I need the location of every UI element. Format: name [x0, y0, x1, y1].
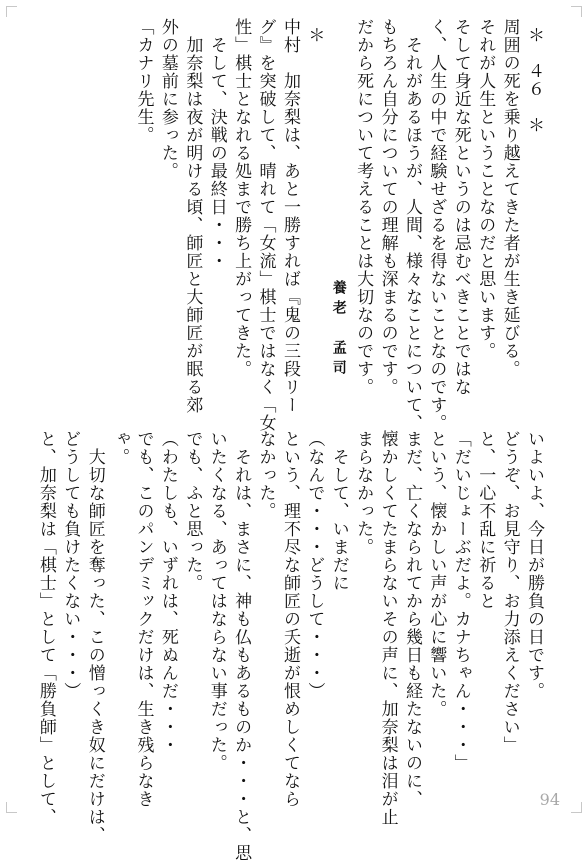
text-line: という、理不尽な師匠の夭逝が恨めしくてなら	[279, 430, 300, 808]
text-line: 外の墓前に参った。	[157, 18, 178, 180]
text-line: （わたしも、いずれは、死ぬんだ・・・	[157, 430, 178, 754]
text-line: （なんで・・・どうして・・・）	[304, 430, 325, 700]
text-line: それは、まさに、神も仏もあるものか・・・と、思	[231, 448, 252, 862]
text-line: 「カナリ先生。	[133, 18, 154, 144]
text-line: そして、決戦の最終日・・・	[206, 36, 227, 270]
text-line: そして身近な死というのは忌むべきことではな	[450, 18, 471, 396]
section-break: ＊	[304, 26, 325, 44]
text-line: 加奈梨は夜が明ける頃、師匠と大師匠が眠る郊	[182, 36, 203, 414]
text-line: どうぞ、お見守り、お力添えください」	[499, 430, 520, 754]
text-line: 「だいじょーぶだよ。カナちゃん・・・」	[450, 430, 471, 772]
text-line: 中村 加奈梨は、あと一勝すれば『鬼の三段リー	[279, 18, 300, 414]
text-line: グ』を突破して、晴れて「女流」棋士ではなく「女	[255, 18, 276, 432]
text-line: と、加奈梨は「棋士」として「勝負師」として、	[35, 430, 56, 826]
text-line: く、人生の中で経験せざるを得ないことなのです。	[426, 18, 447, 432]
crop-mark-bottom-left	[6, 802, 17, 813]
lower-text-block	[33, 430, 546, 862]
author-line	[326, 18, 350, 408]
text-line: 周囲の死を乗り越えてきた者が生き延びる。	[499, 18, 520, 378]
text-line: 性」棋士となれる処まで勝ち上がってきた。	[231, 18, 252, 378]
chapter-marker: ＊ ４６ ＊	[524, 26, 544, 134]
crop-mark-bottom-right	[571, 802, 582, 813]
text-line: 懐かしくてたまらないその声に、加奈梨は泪が止	[377, 430, 398, 826]
text-line: という、懐かしい声が心に響いた。	[426, 430, 447, 718]
text-line: でも、このパンデミックだけは、生き残らなき	[133, 430, 154, 808]
text-line: いよいよ、今日が勝負の日です。	[524, 430, 544, 700]
text-line: なかった。	[255, 430, 276, 520]
text-line: もちろん自分についての理解も深まるのです。	[377, 18, 398, 396]
text-line: でも、ふと思った。	[182, 430, 203, 592]
author-name: 養老 孟司	[330, 280, 347, 380]
page-number: 94	[539, 790, 560, 809]
text-line: まだ、亡くなられてから幾日も経たないのに、	[401, 430, 422, 808]
text-line: 大切な師匠を奪った、この憎っくき奴にだけは、	[84, 448, 105, 844]
text-line: だから死について考えることは大切なのです。	[353, 18, 374, 396]
text-line: そして、いまだに	[328, 448, 349, 592]
crop-mark-top-left	[6, 6, 17, 17]
text-line: それが人生ということなのだと思います。	[475, 18, 496, 360]
text-line: それがあるほうが、人間、様々なことについて、	[401, 36, 422, 432]
text-line: と、一心不乱に祈ると	[475, 430, 496, 610]
crop-mark-top-right	[571, 6, 582, 17]
text-line: どうしても負けたくない・・・）	[60, 430, 81, 700]
upper-text-block	[131, 18, 546, 432]
text-line: ゃ。	[109, 430, 130, 466]
text-line: まらなかった。	[353, 430, 374, 556]
text-line: いたくなる、あってはならない事だった。	[206, 430, 227, 772]
